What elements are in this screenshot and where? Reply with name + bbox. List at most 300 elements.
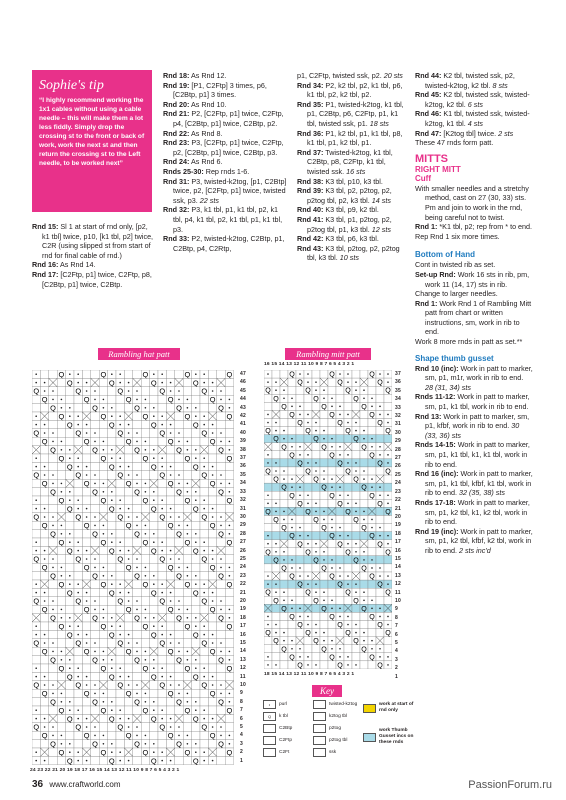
svg-text:Q: Q [83,647,90,657]
svg-text:Q: Q [33,596,40,606]
svg-text:Q: Q [100,411,107,421]
svg-text:Q: Q [184,621,191,631]
row-number: 21 [240,589,246,596]
right-mitt-title: RIGHT MITT [415,164,461,174]
instruction-line: Rnd 32: P3, k1 tbl, p1, k1 tbl, p2, k1 tbl, p4, k1 tbl, p2, k1 tbl, p1, k1 tbl, p3. [163,205,283,234]
key-item: p2tog tbl [313,736,347,745]
instruction-line: Rnd 47: [K2tog tbl] twice. 2 sts [415,128,514,138]
svg-text:Q: Q [329,653,335,662]
svg-text:Q: Q [218,571,224,581]
svg-text:Q: Q [226,579,233,589]
mitt-chart-title: Rambling mitt patt [285,348,371,360]
svg-text:Q: Q [100,370,107,379]
svg-text:Q: Q [377,661,383,669]
row-number: 23 [240,572,246,579]
instruction-line: Rnds 14-15: Work in patt to marker, sm, p1, k1 tbl, k1, k1 tbl, work in rib to end. [415,440,530,469]
svg-text:Q: Q [33,428,40,438]
watermark: PassionForum.ru [468,779,552,791]
row-number: 6 [240,715,243,722]
svg-text:Q: Q [265,427,271,436]
svg-text:Q: Q [92,613,98,623]
svg-text:Q: Q [321,645,327,654]
svg-text:Q: Q [167,647,174,657]
svg-text:Q: Q [50,613,56,623]
thumb-gusset-title: Shape thumb gusset [415,353,494,363]
key-symbol [313,712,326,721]
row-number: 33 [240,488,246,495]
svg-text:Q: Q [92,529,98,539]
key-legend [263,700,413,772]
svg-text:Q: Q [353,596,359,605]
svg-text:Q: Q [41,479,48,489]
svg-text:Q: Q [377,580,383,589]
svg-text:Q: Q [281,524,287,533]
svg-text:Q: Q [305,386,311,395]
row-number: 45 [240,387,246,394]
svg-text:Q: Q [66,588,73,598]
svg-text:Q: Q [83,521,90,531]
svg-text:Q: Q [353,475,359,484]
svg-text:Q: Q [218,739,224,749]
svg-text:Q: Q [92,697,98,707]
svg-text:Q: Q [377,621,383,630]
text-column-4 [415,71,533,556]
svg-text:Q: Q [176,739,182,749]
svg-text:Q: Q [41,521,48,531]
svg-text:Q: Q [353,637,359,646]
svg-text:Q: Q [226,453,233,463]
instruction-line: Rnd 31: P3, twisted-k2tog, [p1, C2Btp] twice, p2, [C2Ftp, p1] twice, twisted ssk, p3. 22 sts [163,176,287,205]
svg-text:Q: Q [353,394,359,403]
svg-text:Q: Q [150,462,157,472]
svg-text:Q: Q [50,445,56,455]
key-title: Key [312,685,342,697]
instruction-line: Rnds 11-12: Work in patt to marker, sm, p1, k1 tbl, work in rib to end. [415,392,530,412]
svg-text:Q: Q [361,564,367,573]
svg-text:Q: Q [66,756,73,765]
svg-text:Q: Q [142,537,149,547]
svg-text:Q: Q [273,556,279,565]
svg-text:Q: Q [329,451,335,460]
svg-text:Q: Q [50,739,56,749]
svg-text:Q: Q [385,386,391,395]
row-number: 22 [240,581,246,588]
mitt-chart-top-col-numbers: 16 15 14 13 12 11 10 9 8 7 6 5 4 3 2 1 [264,362,355,367]
hat-chart-row-numbers [240,370,246,765]
svg-text:Q: Q [150,588,157,598]
svg-text:Q: Q [226,370,233,379]
svg-text:Q: Q [142,370,149,379]
tip-quote: “I highly recommend working the 1x1 cables without using a cable needle – this will make them a lot less fiddly. Simply drop the crossing st to the front or back of work, work the next st and then return the crossing st to the Left needle, to be worked next” [39,97,145,167]
row-number: 18 [395,530,401,537]
svg-text:Q: Q [159,470,166,480]
svg-text:Q: Q [184,370,191,379]
instruction-line: Set-up Rnd: Work 16 sts in rib, pm, work 11 (14, 17) sts in rib. [415,269,530,289]
svg-text:Q: Q [134,697,140,707]
svg-text:Q: Q [108,504,115,514]
row-number: 14 [240,648,246,655]
row-number: 16 [395,547,401,554]
svg-text:Q: Q [289,572,295,581]
svg-text:Q: Q [75,554,82,564]
svg-text:Q: Q [125,395,132,405]
svg-text:Q: Q [289,451,295,460]
svg-text:Q: Q [50,403,56,413]
instruction-line: Rnd 38: K3 tbl, p10, k3 tbl. [297,176,383,186]
svg-text:Q: Q [150,672,157,682]
row-number: 12 [240,665,246,672]
row-number: 13 [395,572,401,579]
row-number: 14 [395,564,401,571]
svg-text:Q: Q [117,638,124,648]
row-number: 31 [395,421,401,428]
svg-text:Q: Q [150,546,157,556]
key-item: C2Ftp [263,736,292,745]
svg-text:Q: Q [385,629,391,638]
svg-text:Q: Q [58,495,65,505]
hat-chart-grid [32,370,238,765]
svg-text:Q: Q [117,680,124,690]
svg-text:Q: Q [369,572,375,581]
instruction-line: Work 8 more rnds in patt as set.** [415,337,523,347]
instruction-line: Rnd 37: Twisted-k2tog, k1 tbl, C2Btp, p8, C2Ftp, k1 tbl, twisted ssk. 16 sts [297,147,393,176]
svg-text:Q: Q [305,467,311,476]
svg-text:Q: Q [33,554,40,564]
svg-text:Q: Q [125,731,132,741]
svg-text:Q: Q [58,705,65,715]
instruction-line: Rnd 1: *K1 tbl, p2; rep from * to end. [415,222,533,232]
svg-text:Q: Q [83,437,90,447]
svg-text:Q: Q [345,386,351,395]
row-number: 2 [395,665,398,672]
instruction-line: Rnds 25-30: Rep rnds 1-6. [163,166,250,176]
svg-text:Q: Q [209,437,216,447]
svg-text:Q: Q [192,630,199,640]
svg-text:Q: Q [281,564,287,573]
text-column-3 [297,71,409,263]
svg-text:Q: Q [83,563,90,573]
svg-text:Q: Q [192,504,199,514]
row-number: 3 [240,740,243,747]
svg-text:Q: Q [337,378,343,387]
row-number: 11 [395,589,401,596]
row-number: 15 [240,640,246,646]
svg-text:Q: Q [58,621,65,631]
svg-text:Q: Q [33,638,40,648]
row-number: 46 [240,379,246,386]
svg-text:Q: Q [385,588,391,597]
instruction-line: Rnds 17-18: Work in patt to marker, sm, p1, k2 tbl, k1, k2 tbl, work in rib to end. [415,497,530,527]
svg-text:Q: Q [66,672,73,682]
row-number: 17 [395,539,401,546]
svg-text:Q: Q [313,637,319,646]
svg-text:Q: Q [313,596,319,605]
svg-text:Q: Q [66,714,73,724]
svg-text:Q: Q [192,546,199,556]
svg-text:Q: Q [66,378,73,388]
svg-text:Q: Q [75,386,82,396]
svg-text:Q: Q [75,512,82,522]
instruction-line: Rnd 16 (inc): Work in patt to marker, sm, p1, k1 tbl, kfbf, k1 tbl, work in rib to end. 32 (35, 38) sts [415,469,533,498]
row-number: 22 [395,497,401,504]
svg-text:Q: Q [297,540,303,549]
svg-text:Q: Q [33,680,40,690]
svg-text:Q: Q [209,647,216,657]
svg-text:Q: Q [209,479,216,489]
row-number: 13 [240,656,246,663]
svg-text:Q: Q [377,499,383,508]
svg-text:Q: Q [209,731,216,741]
svg-text:Q: Q [201,722,208,732]
svg-text:Q: Q [209,521,216,531]
svg-text:Q: Q [273,637,279,646]
svg-text:Q: Q [117,386,124,396]
row-number: 9 [395,606,398,613]
svg-text:Q: Q [305,548,311,557]
svg-text:Q: Q [321,604,327,613]
svg-text:Q: Q [150,630,157,640]
page-number: 36 [32,779,44,790]
svg-text:Q: Q [218,655,224,665]
row-number: 24 [395,480,401,487]
svg-text:Q: Q [167,479,174,489]
row-number: 19 [240,606,246,613]
svg-text:Q: Q [369,451,375,460]
svg-text:Q: Q [289,370,295,379]
svg-text:Q: Q [289,491,295,500]
svg-text:Q: Q [337,419,343,428]
svg-text:Q: Q [281,483,287,492]
svg-text:Q: Q [313,516,319,525]
svg-text:Q: Q [209,605,216,615]
row-number: 2 [240,749,243,756]
svg-text:Q: Q [66,546,73,556]
svg-text:Q: Q [226,705,233,715]
svg-text:Q: Q [385,467,391,476]
instruction-line: Rnd 39: K3 tbl, p2, p2tog, p2, p2tog tbl, p2, k3 tbl. 14 sts [297,186,392,205]
svg-text:Q: Q [201,554,208,564]
svg-text:Q: Q [108,462,115,472]
svg-text:Q: Q [337,621,343,630]
row-number: 26 [240,547,246,554]
instruction-line: Rnd 45: K2 tbl, twisted ssk, twisted-k2tog, k2 tbl. 6 sts [415,90,530,109]
svg-text:Q: Q [41,731,48,741]
row-number: 43 [240,404,246,411]
instruction-line: Rnd 40: K3 tbl, p9, k2 tbl. [297,205,379,215]
svg-text:Q: Q [192,672,199,682]
svg-text:Q: Q [273,435,279,444]
svg-text:Q: Q [329,532,335,541]
svg-text:Q: Q [353,516,359,525]
svg-text:Q: Q [337,580,343,589]
svg-text:Q: Q [58,537,65,547]
instruction-line: Rnd 35: P1, twisted-k2tog, k1 tbl, p1, C2Btp, p6, C2Ftp, p1, k1 tbl, twisted ssk, p1. 18 sts [297,99,404,128]
row-number: 8 [395,614,398,621]
row-number: 44 [240,396,246,403]
svg-text:Q: Q [41,395,48,405]
svg-text:Q: Q [167,563,174,573]
svg-text:Q: Q [345,548,351,557]
svg-text:Q: Q [58,370,65,379]
key-item: C2Btp [263,724,292,733]
svg-text:Q: Q [134,739,140,749]
svg-text:Q: Q [167,521,174,531]
svg-text:Q: Q [361,443,367,452]
row-number: 40 [240,429,246,436]
row-number: 39 [240,438,246,445]
row-number: 10 [395,597,401,604]
svg-text:Q: Q [377,419,383,428]
svg-text:Q: Q [289,653,295,662]
svg-text:Q: Q [369,491,375,500]
bottom-of-hand-title: Bottom of Hand [415,250,475,260]
svg-text:Q: Q [108,546,115,556]
row-number: 23 [395,488,401,495]
svg-text:Q: Q [369,612,375,621]
svg-text:Q: Q [83,731,90,741]
key-symbol: • [263,700,276,709]
svg-text:Q: Q [117,428,124,438]
svg-text:Q: Q [125,563,132,573]
svg-text:Q: Q [297,661,303,669]
svg-text:Q: Q [33,386,40,396]
svg-text:Q: Q [100,747,107,757]
svg-text:Q: Q [218,487,224,497]
instruction-line: Rnd 1: Work Rnd 1 of Rambling Mitt patt from chart or written instructions, sm, work in rib to end. [415,298,532,337]
svg-text:Q: Q [75,470,82,480]
svg-text:Q: Q [192,462,199,472]
svg-text:Q: Q [100,705,107,715]
row-number: 12 [395,581,401,588]
svg-text:Q: Q [265,467,271,476]
svg-text:Q: Q [201,428,208,438]
instruction-line: Rnd 20: As Rnd 10. [163,99,227,109]
svg-text:Q: Q [58,663,65,673]
svg-text:Q: Q [176,487,182,497]
svg-text:Q: Q [125,521,132,531]
svg-text:Q: Q [226,621,233,631]
svg-text:Q: Q [33,722,40,732]
svg-text:Q: Q [58,453,65,463]
svg-text:Q: Q [184,705,191,715]
svg-text:Q: Q [150,378,157,388]
svg-text:Q: Q [337,540,343,549]
svg-text:Q: Q [184,537,191,547]
svg-text:Q: Q [313,556,319,565]
row-number: 24 [240,564,246,571]
row-number: 35 [240,471,246,478]
svg-text:Q: Q [142,495,149,505]
key-symbol [263,736,276,745]
row-number: 35 [395,387,401,394]
svg-text:Q: Q [226,747,233,757]
svg-text:Q: Q [100,453,107,463]
svg-text:Q: Q [33,512,40,522]
svg-text:Q: Q [201,386,208,396]
svg-text:Q: Q [176,571,182,581]
svg-text:Q: Q [377,378,383,387]
instruction-line: Rep Rnd 1 six more times. [415,231,500,241]
svg-text:Q: Q [273,516,279,525]
svg-text:Q: Q [329,370,335,379]
svg-text:Q: Q [150,714,157,724]
row-number: 37 [395,371,401,377]
svg-text:Q: Q [369,653,375,662]
svg-text:Q: Q [192,714,199,724]
text-column-1 [32,222,156,289]
row-number: 3 [395,656,398,663]
svg-text:Q: Q [192,588,199,598]
row-number: 41 [240,421,246,428]
key-symbol [313,736,326,745]
svg-text:Q: Q [41,437,48,447]
row-number: 5 [395,640,398,646]
svg-text:Q: Q [297,499,303,508]
row-number: 30 [395,429,401,436]
svg-text:Q: Q [92,487,98,497]
instruction-line: Rnd 16: As Rnd 14. [32,260,96,270]
svg-text:Q: Q [142,663,149,673]
key-blue-note: work Thumb Gusset incs on these rnds [363,728,415,746]
svg-text:Q: Q [176,655,182,665]
svg-text:Q: Q [92,739,98,749]
svg-text:Q: Q [75,680,82,690]
svg-text:Q: Q [167,689,174,699]
svg-text:Q: Q [58,579,65,589]
svg-text:Q: Q [297,580,303,589]
svg-text:Q: Q [353,556,359,565]
key-symbol [313,700,326,709]
svg-text:Q: Q [305,629,311,638]
row-number: 20 [240,597,246,604]
svg-text:Q: Q [125,437,132,447]
row-number: 47 [240,371,246,377]
svg-text:Q: Q [297,459,303,468]
svg-text:Q: Q [50,697,56,707]
svg-text:Q: Q [345,507,351,516]
row-number: 38 [240,446,246,453]
key-symbol [313,724,326,733]
svg-text:Q: Q [345,588,351,597]
svg-text:Q: Q [142,453,149,463]
svg-text:Q: Q [289,410,295,419]
svg-text:Q: Q [377,540,383,549]
svg-text:Q: Q [289,612,295,621]
instruction-line: Rnd 46: K1 tbl, twisted ssk, twisted-k2tog, k1 tbl. 4 sts [415,109,530,128]
row-number: 4 [395,648,398,655]
svg-text:Q: Q [265,507,271,516]
row-number: 9 [240,690,243,697]
svg-text:Q: Q [337,661,343,669]
svg-text:Q: Q [142,705,149,715]
svg-text:Q: Q [134,655,140,665]
svg-text:Q: Q [134,613,140,623]
tip-box [32,70,152,212]
svg-text:Q: Q [108,420,115,430]
row-number: 26 [395,463,401,470]
svg-text:Q: Q [369,532,375,541]
svg-text:Q: Q [108,630,115,640]
instruction-line: Change to larger needles. [415,289,498,299]
key-item: twisted-k2tog [313,700,357,709]
svg-text:Q: Q [75,428,82,438]
row-number: 28 [240,530,246,537]
row-number: 16 [240,631,246,638]
svg-text:Q: Q [297,621,303,630]
row-number: 32 [395,413,401,420]
row-number: 29 [240,522,246,529]
instruction-line: Rnd 34: P2, k2 tbl, p2, k1 tbl, p6, k1 tbl, p2, k2 tbl, p2. [297,80,403,100]
